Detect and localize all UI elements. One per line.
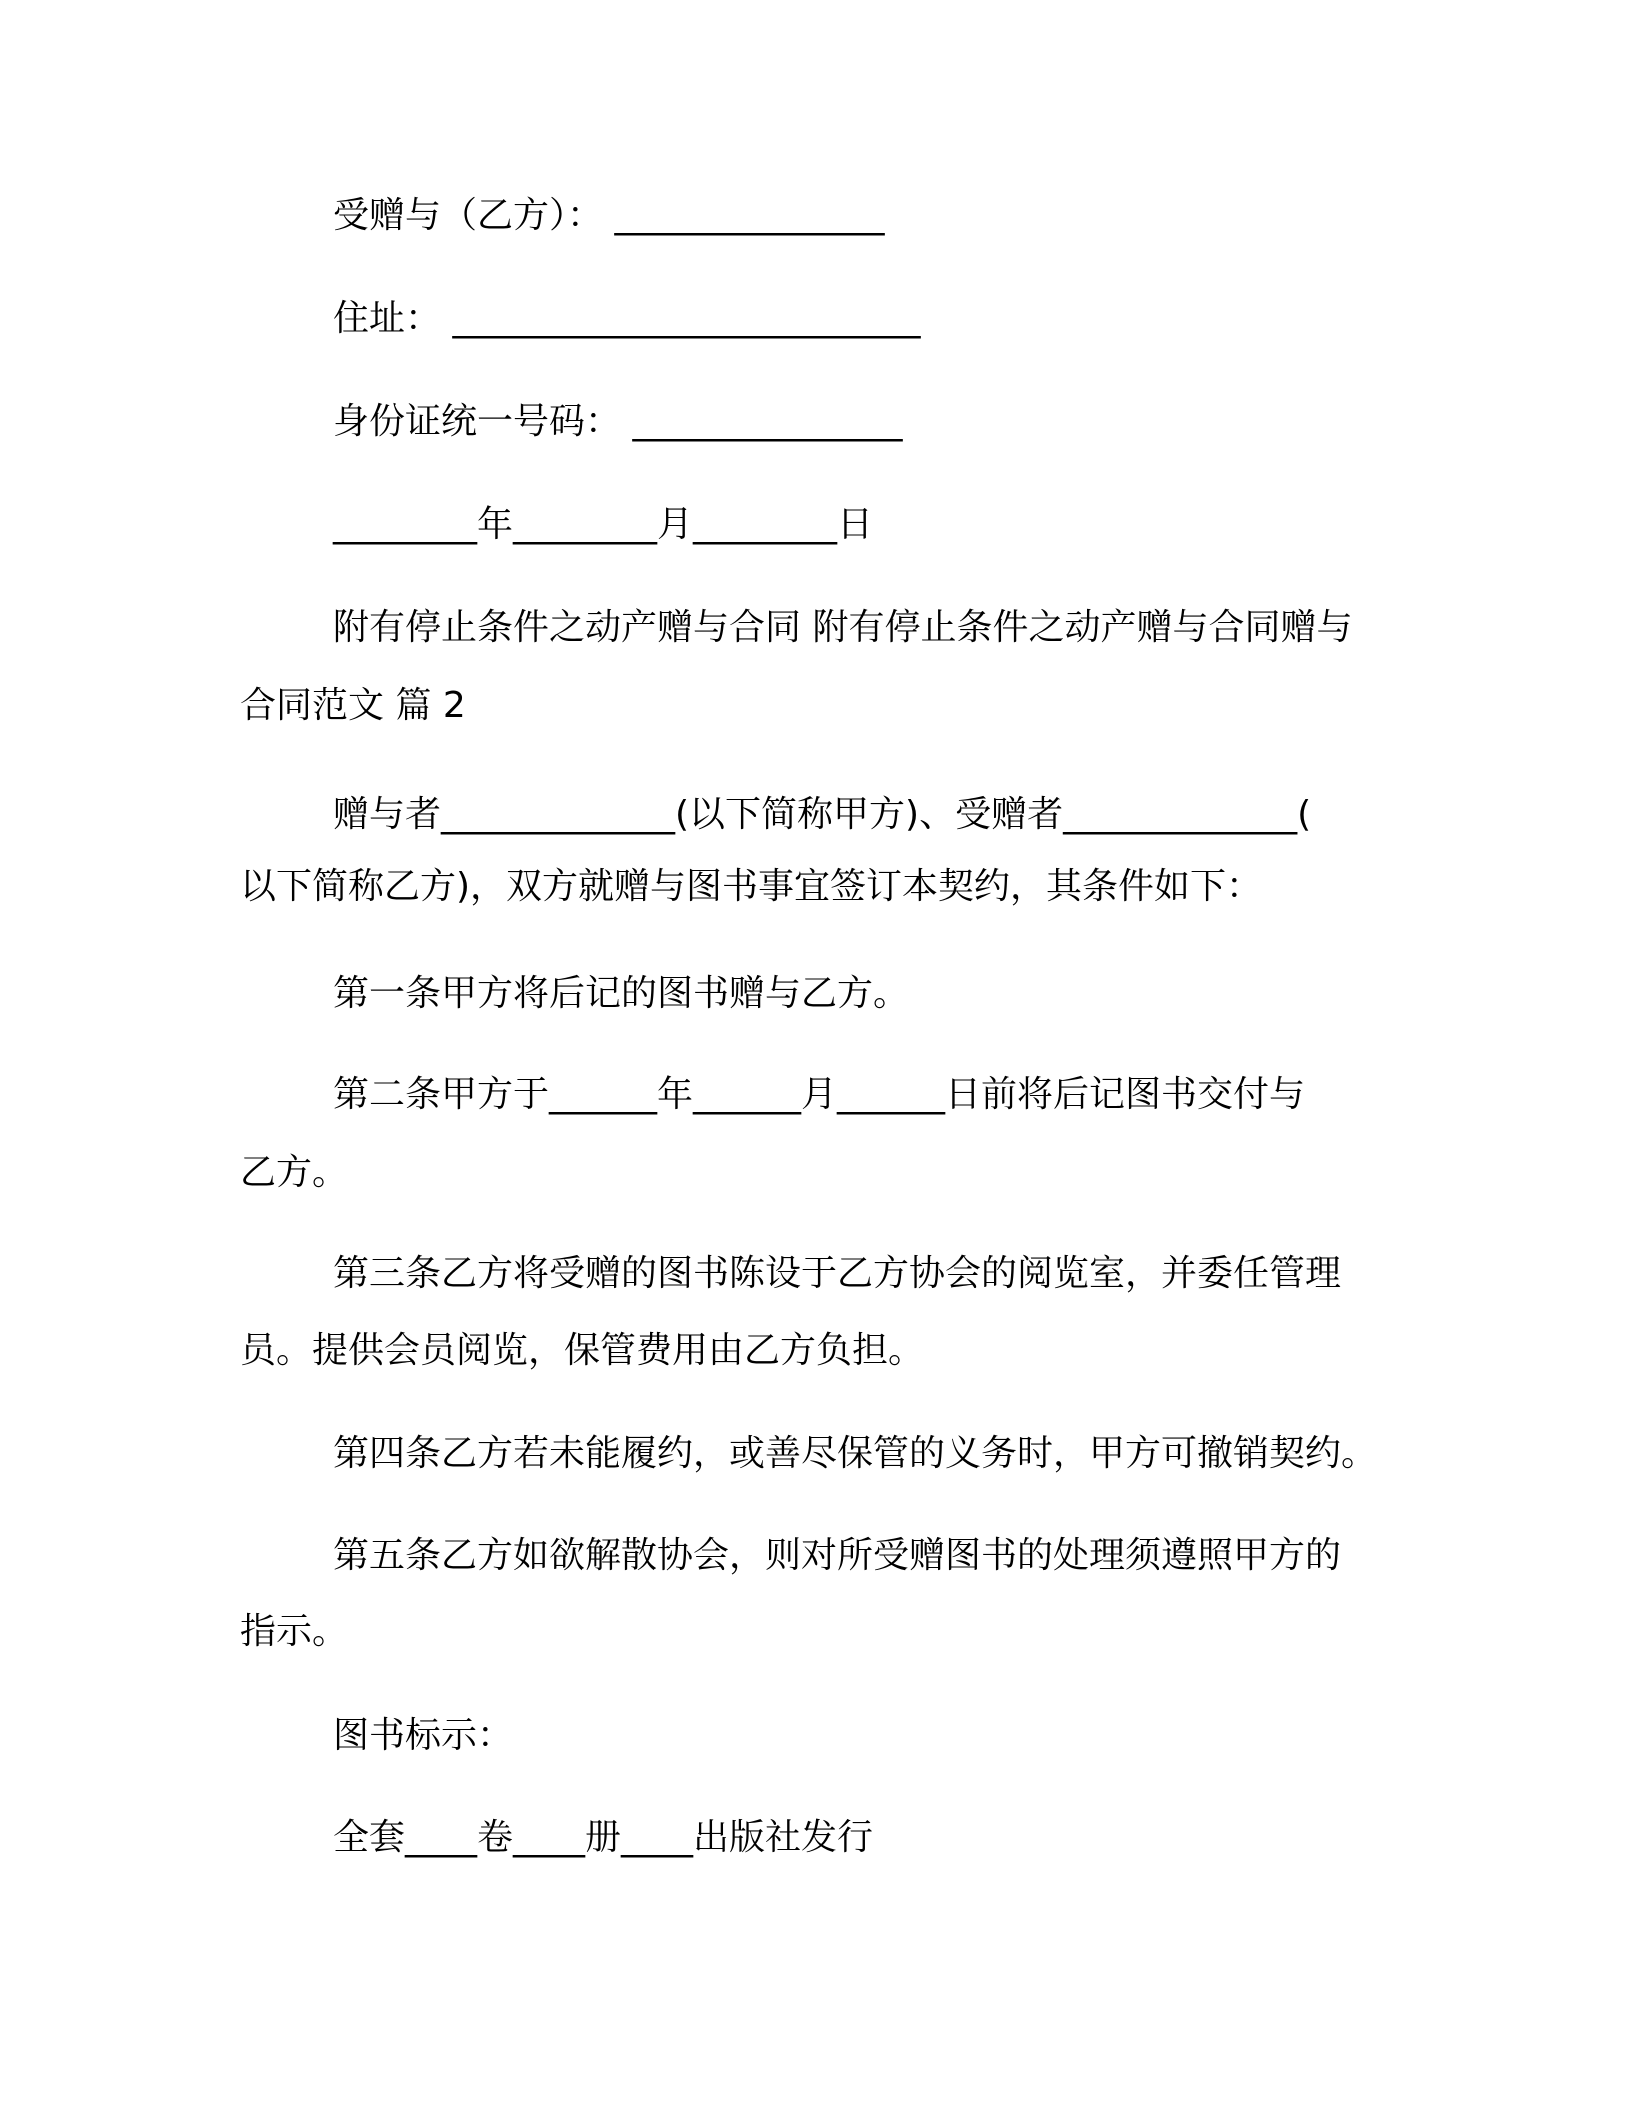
book-label-detail: 全套____卷____册____出版社发行	[333, 1817, 874, 1858]
parties-intro-line-2: 以下简称乙方)，双方就赠与图书事宜签订本契约，其条件如下：	[240, 866, 1263, 907]
article-3-line-1: 第三条乙方将受赠的图书陈设于乙方协会的阅览室，并委任管理	[333, 1253, 1342, 1294]
id-number-line: 身份证统一号码： _______________	[333, 401, 903, 442]
article-3-line-2: 员。提供会员阅览，保管费用由乙方负担。	[240, 1330, 925, 1371]
article-4: 第四条乙方若未能履约，或善尽保管的义务时，甲方可撤销契约。	[333, 1433, 1378, 1474]
article-2-line-2: 乙方。	[240, 1152, 349, 1193]
section-title-line-1: 附有停止条件之动产赠与合同 附有停止条件之动产赠与合同赠与	[333, 607, 1353, 648]
article-5-line-1: 第五条乙方如欲解散协会，则对所受赠图书的处理须遵照甲方的	[333, 1535, 1342, 1576]
section-title-line-2: 合同范文 篇 2	[240, 685, 466, 726]
article-1: 第一条甲方将后记的图书赠与乙方。	[333, 973, 910, 1014]
book-label-heading: 图书标示：	[333, 1715, 514, 1756]
parties-intro-line-1: 赠与者_____________(以下简称甲方)、受赠者_____________(	[333, 794, 1312, 835]
date-line: ________年________月________日	[333, 504, 873, 545]
article-2-line-1: 第二条甲方于______年______月______日前将后记图书交付与	[333, 1074, 1306, 1115]
article-5-line-2: 指示。	[240, 1611, 349, 1652]
address-line: 住址： __________________________	[333, 298, 921, 339]
recipient-party-b-line: 受赠与（乙方）： _______________	[333, 195, 885, 236]
